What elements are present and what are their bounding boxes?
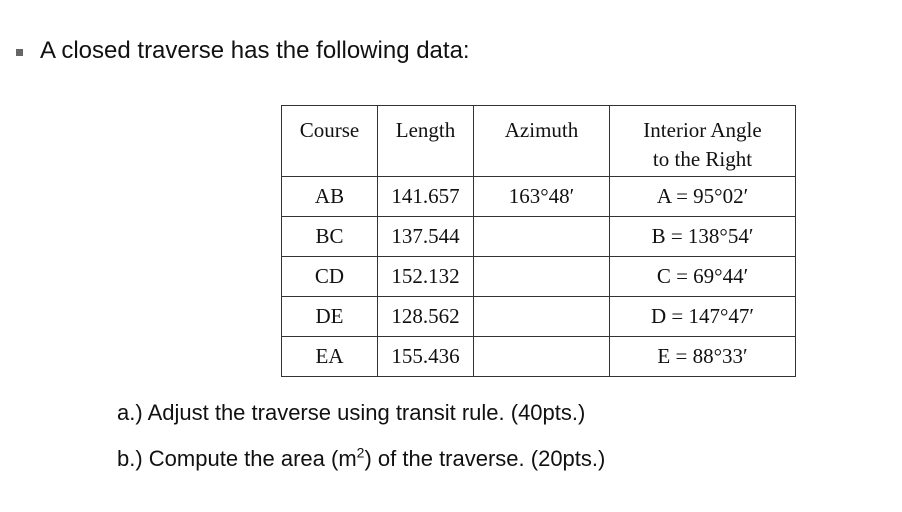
cell-course: AB <box>282 177 378 217</box>
cell-course: CD <box>282 257 378 297</box>
header-course: Course <box>282 106 378 177</box>
cell-length: 137.544 <box>378 217 474 257</box>
problem-heading <box>16 37 470 65</box>
heading-text: A closed traverse has the following data: <box>40 37 470 64</box>
cell-azimuth <box>474 297 610 337</box>
square-bullet-icon <box>16 49 23 56</box>
question-a: a.) Adjust the traverse using transit rule. (40pts.) <box>117 400 586 425</box>
table-row <box>282 257 796 297</box>
header-angle-line1: Interior Angle <box>643 118 762 142</box>
questions <box>117 395 605 487</box>
cell-angle: C = 69°44′ <box>610 257 796 297</box>
table-row <box>282 177 796 217</box>
cell-course: EA <box>282 337 378 377</box>
header-angle-line2: to the Right <box>652 147 753 171</box>
header-azimuth: Azimuth <box>474 106 610 177</box>
question-b-prefix: b.) Compute the area (m <box>117 446 357 471</box>
question-b <box>117 441 605 487</box>
cell-length: 141.657 <box>378 177 474 217</box>
cell-length: 128.562 <box>378 297 474 337</box>
cell-azimuth: 163°48′ <box>474 177 610 217</box>
cell-angle: E = 88°33′ <box>610 337 796 377</box>
traverse-table <box>281 105 796 377</box>
cell-azimuth <box>474 217 610 257</box>
cell-length: 155.436 <box>378 337 474 377</box>
cell-length: 152.132 <box>378 257 474 297</box>
cell-angle: A = 95°02′ <box>610 177 796 217</box>
question-b-superscript: 2 <box>356 444 365 461</box>
cell-azimuth <box>474 337 610 377</box>
table-header-row <box>282 106 796 177</box>
table-row <box>282 217 796 257</box>
question-b-suffix: ) of the traverse. (20pts.) <box>364 446 606 471</box>
cell-course: BC <box>282 217 378 257</box>
table-row <box>282 297 796 337</box>
cell-angle: D = 147°47′ <box>610 297 796 337</box>
header-interior-angle <box>610 106 796 177</box>
header-length: Length <box>378 106 474 177</box>
cell-course: DE <box>282 297 378 337</box>
table-row <box>282 337 796 377</box>
cell-angle: B = 138°54′ <box>610 217 796 257</box>
cell-azimuth <box>474 257 610 297</box>
